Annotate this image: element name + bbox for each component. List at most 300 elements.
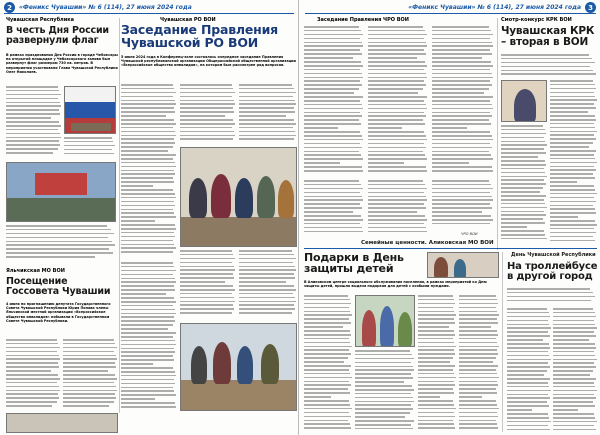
text-line bbox=[304, 199, 363, 201]
text-line bbox=[304, 61, 361, 63]
text-line bbox=[432, 100, 490, 102]
text-line bbox=[121, 103, 176, 105]
text-line bbox=[501, 199, 544, 201]
text-line bbox=[501, 66, 590, 68]
text-line bbox=[501, 70, 593, 72]
text-line bbox=[432, 42, 492, 44]
text-line bbox=[6, 405, 52, 407]
text-line bbox=[304, 377, 352, 379]
text-line bbox=[6, 343, 58, 345]
text-line bbox=[304, 65, 363, 67]
text-line bbox=[304, 77, 363, 79]
text-line bbox=[304, 207, 362, 209]
text-line bbox=[6, 256, 95, 258]
text-line bbox=[459, 369, 496, 371]
text-line bbox=[304, 203, 360, 205]
text-line bbox=[550, 158, 595, 160]
text-line bbox=[459, 330, 497, 332]
text-line bbox=[459, 357, 496, 359]
text-line bbox=[432, 65, 493, 67]
text-line bbox=[553, 386, 595, 388]
text-line bbox=[459, 388, 496, 390]
text-line bbox=[418, 412, 454, 414]
text-line bbox=[368, 104, 426, 106]
text-line bbox=[368, 100, 424, 102]
text-line bbox=[239, 293, 293, 295]
text-line bbox=[368, 135, 426, 137]
text-line bbox=[550, 131, 597, 133]
text-line bbox=[553, 366, 596, 368]
section-tag-family: Семейные ценности. Аликовская МО ВОИ bbox=[361, 240, 494, 246]
text-line bbox=[418, 416, 455, 418]
text-line bbox=[368, 231, 427, 233]
text-line bbox=[121, 205, 175, 207]
text-line bbox=[432, 30, 491, 32]
text-line bbox=[418, 303, 455, 305]
text-line bbox=[553, 413, 594, 415]
text-line bbox=[507, 331, 548, 333]
text-line bbox=[64, 145, 115, 147]
text-line bbox=[432, 199, 493, 201]
text-line bbox=[304, 342, 350, 344]
text-line bbox=[121, 100, 175, 102]
text-line bbox=[507, 370, 547, 372]
text-line bbox=[6, 229, 111, 231]
text-line bbox=[459, 400, 496, 402]
text-line bbox=[553, 405, 595, 407]
text-line bbox=[304, 143, 360, 145]
text-line bbox=[368, 227, 426, 229]
text-line bbox=[550, 150, 596, 152]
text-line bbox=[368, 30, 425, 32]
text-line bbox=[553, 351, 594, 353]
text-line bbox=[418, 342, 454, 344]
text-line bbox=[368, 207, 426, 209]
text-line bbox=[368, 61, 425, 63]
text-line bbox=[6, 148, 58, 150]
text-line bbox=[304, 88, 359, 90]
text-line bbox=[459, 318, 497, 320]
text-line bbox=[304, 34, 363, 36]
text-line bbox=[121, 251, 173, 253]
text-line bbox=[432, 135, 492, 137]
text-line bbox=[180, 250, 232, 252]
text-line bbox=[239, 135, 296, 137]
text-line bbox=[432, 69, 490, 71]
photo-crowd bbox=[6, 162, 116, 222]
text-line bbox=[368, 26, 423, 28]
text-line bbox=[304, 396, 331, 398]
text-line bbox=[507, 374, 544, 376]
text-line bbox=[304, 357, 348, 359]
text-line bbox=[501, 152, 546, 154]
text-line bbox=[418, 307, 453, 309]
text-line bbox=[239, 92, 296, 94]
text-line bbox=[180, 119, 233, 121]
text-line bbox=[304, 69, 360, 71]
lead-gifts: В Аликовском центре социального обслуживания населения, в рамках мероприятий ко Дню защиты детей, прошла выдача подарков для детей с особыми нуждами. bbox=[304, 280, 487, 289]
text-line bbox=[432, 196, 492, 198]
text-line bbox=[459, 299, 497, 301]
text-line bbox=[418, 346, 456, 348]
text-line bbox=[553, 362, 594, 364]
text-line bbox=[304, 361, 344, 363]
text-line bbox=[501, 73, 596, 75]
text-line bbox=[432, 203, 490, 205]
text-line bbox=[64, 153, 114, 155]
text-line bbox=[432, 219, 493, 221]
text-line bbox=[121, 336, 173, 338]
text-line bbox=[432, 88, 489, 90]
text-line bbox=[507, 421, 551, 423]
text-line bbox=[121, 278, 175, 280]
text-line bbox=[368, 131, 424, 133]
text-line bbox=[180, 111, 234, 113]
text-line bbox=[418, 400, 453, 402]
headline-krk: Чувашская КРК – вторая в ВОИ bbox=[501, 25, 595, 48]
text-line bbox=[180, 88, 233, 90]
text-line bbox=[6, 339, 57, 341]
text-line bbox=[180, 103, 235, 105]
text-line bbox=[368, 96, 427, 98]
paper-title-left: «Феникс Чувашии» № 6 (114), 27 июня 2024 года bbox=[19, 4, 192, 11]
text-line bbox=[432, 207, 492, 209]
text-line bbox=[553, 378, 596, 380]
text-column-meeting-6 bbox=[432, 180, 494, 230]
text-line bbox=[121, 316, 174, 318]
text-line bbox=[6, 378, 60, 380]
text-line bbox=[6, 98, 58, 100]
text-line bbox=[501, 183, 546, 185]
text-line bbox=[180, 131, 234, 133]
text-line bbox=[355, 350, 410, 352]
text-line bbox=[501, 148, 544, 150]
text-line bbox=[121, 92, 176, 94]
text-line bbox=[304, 223, 360, 225]
text-line bbox=[6, 140, 59, 142]
section-divider bbox=[304, 248, 597, 249]
text-line bbox=[180, 273, 233, 275]
text-line bbox=[304, 392, 350, 394]
text-line bbox=[121, 274, 173, 276]
text-line bbox=[501, 54, 589, 56]
text-line bbox=[239, 88, 294, 90]
text-line bbox=[550, 138, 596, 140]
text-line bbox=[432, 154, 491, 156]
text-line bbox=[432, 26, 489, 28]
text-line bbox=[304, 131, 360, 133]
text-line bbox=[121, 285, 174, 287]
text-line bbox=[239, 266, 295, 268]
text-line bbox=[507, 316, 550, 318]
text-line bbox=[304, 346, 352, 348]
text-line bbox=[121, 313, 176, 315]
text-line bbox=[121, 166, 176, 168]
text-line bbox=[121, 123, 176, 125]
right-page bbox=[301, 0, 600, 435]
text-line bbox=[550, 103, 594, 105]
text-line bbox=[6, 248, 109, 250]
text-line bbox=[550, 111, 588, 113]
text-line bbox=[6, 355, 59, 357]
text-line bbox=[501, 203, 545, 205]
text-line bbox=[121, 281, 176, 283]
text-column-meeting-4 bbox=[304, 180, 364, 238]
text-line bbox=[418, 349, 454, 351]
text-line bbox=[432, 34, 493, 36]
text-line bbox=[501, 211, 544, 213]
headline-visit: Посещение Госсовета Чувашии bbox=[6, 276, 111, 297]
text-line bbox=[6, 362, 58, 364]
text-line bbox=[501, 195, 546, 197]
text-line bbox=[180, 115, 225, 117]
text-line bbox=[418, 311, 454, 313]
text-line bbox=[239, 138, 294, 140]
text-line bbox=[459, 373, 497, 375]
text-line bbox=[121, 146, 173, 148]
text-line bbox=[501, 234, 545, 236]
text-line bbox=[550, 177, 595, 179]
text-line bbox=[304, 115, 362, 117]
text-line bbox=[507, 351, 548, 353]
text-line bbox=[432, 184, 491, 186]
text-line bbox=[368, 84, 426, 86]
text-line bbox=[368, 211, 417, 213]
lead-board: 5 июня 2024 года в Конференц-зале состоялось очередное заседание Правления Чувашской республиканской организации Общероссийской общественной организации «Всероссийское общество инвалидов», на котором был рассмотрен ряд вопросов. bbox=[121, 55, 296, 68]
text-line bbox=[550, 96, 595, 98]
text-line bbox=[180, 138, 233, 140]
text-line bbox=[459, 416, 498, 418]
text-line bbox=[304, 330, 350, 332]
text-line bbox=[6, 244, 115, 246]
text-line bbox=[550, 205, 593, 207]
text-line bbox=[121, 383, 175, 385]
text-line bbox=[507, 296, 595, 298]
text-line bbox=[239, 250, 292, 252]
text-line bbox=[121, 375, 176, 377]
text-line bbox=[63, 382, 114, 384]
text-line bbox=[368, 203, 424, 205]
text-line bbox=[239, 131, 295, 133]
text-line bbox=[501, 62, 595, 64]
text-line bbox=[501, 156, 538, 158]
text-line bbox=[64, 137, 112, 139]
text-line bbox=[6, 233, 114, 235]
text-line bbox=[507, 288, 590, 290]
text-line bbox=[459, 334, 498, 336]
text-line bbox=[507, 417, 549, 419]
text-line bbox=[550, 84, 595, 86]
text-line bbox=[432, 170, 493, 172]
text-line bbox=[121, 170, 174, 172]
text-line bbox=[304, 139, 363, 141]
text-column-board-1 bbox=[121, 84, 177, 259]
text-line bbox=[459, 365, 498, 367]
text-line bbox=[459, 346, 499, 348]
text-line bbox=[550, 123, 594, 125]
text-line bbox=[368, 115, 426, 117]
text-line bbox=[418, 299, 454, 301]
text-line bbox=[432, 180, 489, 182]
text-line bbox=[239, 84, 292, 86]
text-line bbox=[418, 357, 453, 359]
text-line bbox=[368, 49, 424, 51]
text-line bbox=[121, 266, 174, 268]
text-line bbox=[121, 328, 168, 330]
text-column-gifts-3 bbox=[418, 295, 456, 433]
text-line bbox=[418, 396, 440, 398]
column-divider-right-2 bbox=[502, 252, 503, 432]
text-line bbox=[418, 318, 454, 320]
text-line bbox=[180, 269, 235, 271]
text-column-flag-2 bbox=[64, 137, 116, 159]
text-line bbox=[239, 258, 296, 260]
text-line bbox=[550, 236, 593, 238]
text-line bbox=[239, 262, 293, 264]
text-line bbox=[550, 99, 597, 101]
text-line bbox=[501, 141, 545, 143]
text-line bbox=[6, 105, 61, 107]
text-line bbox=[418, 326, 449, 328]
text-line bbox=[304, 373, 350, 375]
text-line bbox=[432, 215, 491, 217]
text-line bbox=[459, 396, 482, 398]
text-line bbox=[121, 244, 174, 246]
text-line bbox=[304, 196, 362, 198]
text-column-meeting-1 bbox=[304, 26, 364, 176]
text-line bbox=[553, 429, 596, 431]
text-line bbox=[63, 366, 116, 368]
text-line bbox=[6, 86, 58, 88]
text-line bbox=[180, 123, 235, 125]
text-line bbox=[550, 173, 593, 175]
text-line bbox=[432, 223, 490, 225]
text-line bbox=[459, 420, 496, 422]
text-line bbox=[6, 386, 59, 388]
text-line bbox=[507, 335, 550, 337]
text-line bbox=[355, 358, 414, 360]
text-line bbox=[418, 392, 454, 394]
text-line bbox=[6, 125, 61, 127]
text-line bbox=[121, 131, 175, 133]
text-line bbox=[121, 309, 175, 311]
text-line bbox=[432, 38, 490, 40]
text-column-visit-1 bbox=[6, 339, 61, 413]
text-line bbox=[304, 96, 363, 98]
text-line bbox=[501, 144, 547, 146]
text-line bbox=[459, 353, 498, 355]
text-line bbox=[239, 269, 296, 271]
text-line bbox=[304, 408, 352, 410]
text-line bbox=[459, 311, 497, 313]
text-line bbox=[121, 220, 155, 222]
text-line bbox=[553, 320, 594, 322]
text-line bbox=[304, 147, 362, 149]
text-line bbox=[418, 369, 453, 371]
text-line bbox=[501, 238, 547, 240]
text-line bbox=[180, 107, 233, 109]
text-line bbox=[121, 181, 174, 183]
text-line bbox=[304, 119, 359, 121]
text-line bbox=[507, 425, 548, 427]
text-line bbox=[121, 197, 176, 199]
text-column-board-4 bbox=[121, 262, 177, 412]
text-line bbox=[368, 151, 423, 153]
text-line bbox=[121, 115, 166, 117]
text-line bbox=[507, 394, 548, 396]
text-line bbox=[368, 65, 427, 67]
text-line bbox=[368, 92, 418, 94]
text-line bbox=[355, 366, 413, 368]
text-line bbox=[418, 388, 453, 390]
text-line bbox=[6, 121, 59, 123]
text-line bbox=[180, 262, 232, 264]
text-line bbox=[432, 162, 469, 164]
text-line bbox=[368, 42, 426, 44]
text-line bbox=[507, 429, 550, 431]
text-line bbox=[432, 61, 491, 63]
text-line bbox=[368, 180, 423, 182]
text-line bbox=[121, 363, 153, 365]
text-line bbox=[507, 409, 532, 411]
text-line bbox=[6, 252, 113, 254]
text-line bbox=[6, 390, 60, 392]
text-line bbox=[6, 237, 108, 239]
text-line bbox=[121, 158, 173, 160]
text-line bbox=[507, 343, 549, 345]
text-line bbox=[6, 370, 51, 372]
text-line bbox=[355, 373, 411, 375]
text-line bbox=[368, 223, 424, 225]
text-line bbox=[239, 96, 293, 98]
text-line bbox=[239, 285, 294, 287]
text-line bbox=[418, 314, 456, 316]
text-line bbox=[501, 226, 527, 228]
text-line bbox=[6, 366, 59, 368]
text-line bbox=[418, 404, 454, 406]
text-line bbox=[121, 142, 175, 144]
text-line bbox=[121, 107, 174, 109]
text-line bbox=[550, 193, 597, 195]
text-column-flag-3 bbox=[6, 225, 116, 263]
text-line bbox=[304, 57, 353, 59]
text-line bbox=[368, 199, 427, 201]
text-line bbox=[121, 240, 173, 242]
text-line bbox=[6, 117, 51, 119]
text-line bbox=[432, 192, 490, 194]
text-line bbox=[368, 69, 424, 71]
text-line bbox=[121, 88, 174, 90]
text-line bbox=[304, 162, 340, 164]
text-line bbox=[355, 381, 404, 383]
text-line bbox=[550, 224, 597, 226]
text-line bbox=[63, 374, 115, 376]
text-line bbox=[180, 258, 235, 260]
text-line bbox=[507, 308, 547, 310]
text-line bbox=[121, 119, 174, 121]
text-line bbox=[6, 382, 57, 384]
text-line bbox=[355, 408, 413, 410]
text-line bbox=[121, 320, 175, 322]
text-line bbox=[239, 111, 295, 113]
text-line bbox=[121, 209, 173, 211]
text-column-gifts-1 bbox=[304, 295, 352, 433]
text-line bbox=[121, 355, 173, 357]
text-line bbox=[418, 353, 455, 355]
text-column-board-3 bbox=[239, 84, 297, 144]
signature-chro: ЧРО ВОИ bbox=[461, 232, 478, 236]
text-line bbox=[507, 401, 547, 403]
